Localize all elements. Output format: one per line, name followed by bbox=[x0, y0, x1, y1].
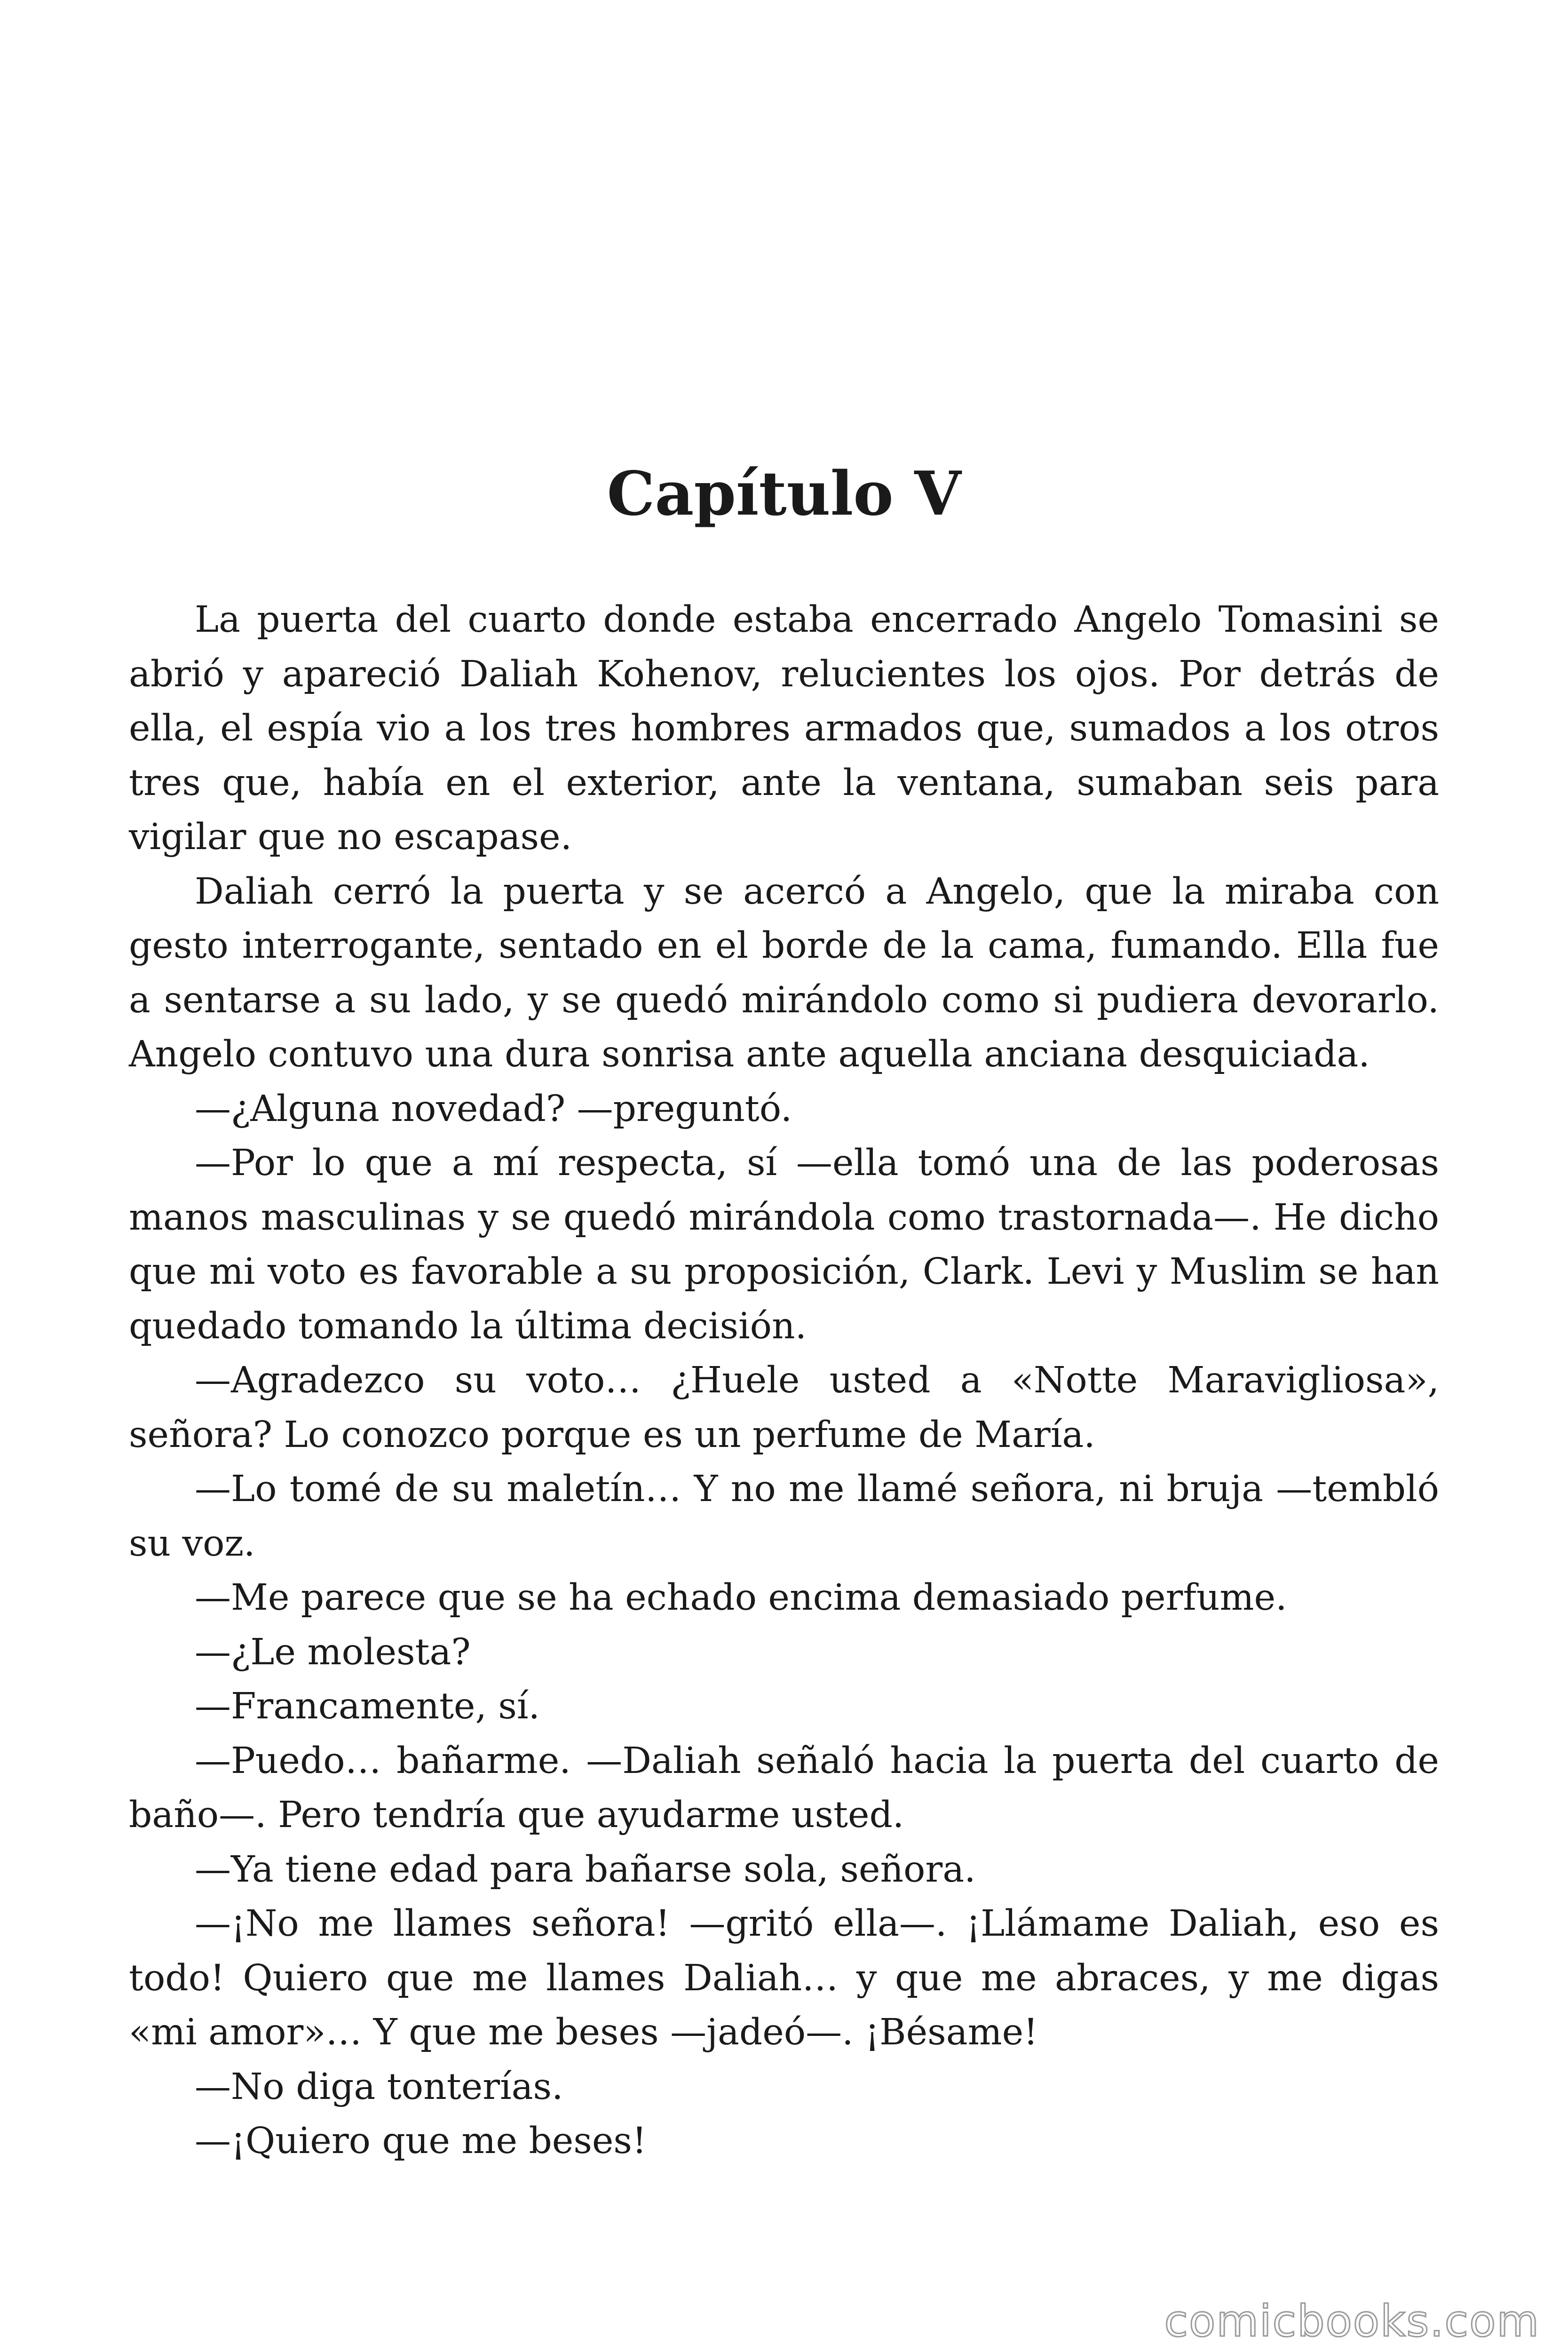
dialogue-line: —No diga tonterías. bbox=[195, 2066, 563, 2108]
dialogue-line: —Por lo que a mí respecta, sí —ella tomó una de las poderosas manos masculinas y se quedó mirándola como trastornada—. He dicho que mi voto es favorable a su proposición, Clark. Levi y Muslim se han quedado tomando la última decisión. bbox=[129, 1142, 1439, 1347]
dialogue-line: —¿Le molesta? bbox=[195, 1631, 471, 1673]
site-watermark: comicbooks.com bbox=[1164, 2296, 1540, 2346]
chapter-title: Capítulo V bbox=[607, 459, 961, 529]
dialogue-line: —¿Alguna novedad? —preguntó. bbox=[195, 1088, 792, 1130]
dialogue-line: —Agradezco su voto… ¿Huele usted a «Notte Maravigliosa», señora? Lo conozco porque es un perfume de María. bbox=[129, 1359, 1439, 1456]
chapter-body bbox=[129, 593, 1439, 2169]
dialogue-line: —Puedo… bañarme. —Daliah señaló hacia la puerta del cuarto de baño—. Pero tendría que ayudarme usted. bbox=[129, 1740, 1439, 1836]
dialogue-line: —Lo tomé de su maletín… Y no me llamé señora, ni bruja —tembló su voz. bbox=[129, 1468, 1439, 1565]
dialogue-line: —¡No me llames señora! —gritó ella—. ¡Llámame Daliah, eso es todo! Quiero que me llames Daliah… y que me abraces, y me digas «mi amor»… Y que me beses —jadeó—. ¡Bésame! bbox=[129, 1903, 1439, 2053]
dialogue-line: —Me parece que se ha echado encima demasiado perfume. bbox=[195, 1577, 1287, 1619]
dialogue-line: —¡Quiero que me beses! bbox=[195, 2120, 647, 2162]
dialogue-line: —Francamente, sí. bbox=[195, 1685, 540, 1727]
dialogue-line: —Ya tiene edad para bañarse sola, señora. bbox=[195, 1848, 976, 1891]
paragraph: La puerta del cuarto donde estaba encerrado Angelo Tomasini se abrió y apareció Daliah Kohenov, relucientes los ojos. Por detrás de ella, el espía vio a los tres hombres armados que, sumados a los otros tres que, había en el exterior, ante la ventana, sumaban seis para vigilar que no escapase. bbox=[129, 599, 1439, 858]
paragraph: Daliah cerró la puerta y se acercó a Angelo, que la miraba con gesto interrogante, sentado en el borde de la cama, fumando. Ella fue a sentarse a su lado, y se quedó mirándolo como si pudiera devorarlo. Angelo contuvo una dura sonrisa ante aquella anciana desquiciada. bbox=[129, 870, 1439, 1075]
